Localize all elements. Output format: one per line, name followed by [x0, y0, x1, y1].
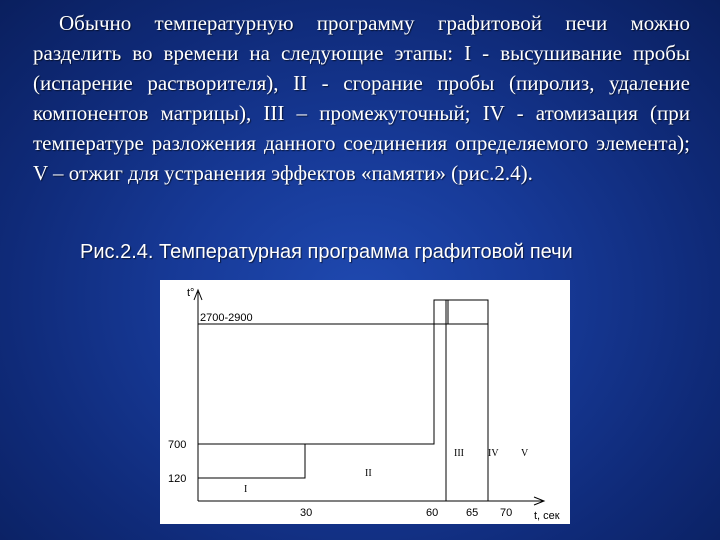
stage-label-iii: III — [454, 448, 464, 459]
stage-label-ii: II — [365, 468, 372, 479]
x-tick-65: 65 — [466, 507, 479, 519]
diagram-svg — [160, 280, 570, 524]
stage-label-v: V — [521, 448, 529, 459]
figure-caption: Рис.2.4. Температурная программа графитовой печи — [80, 241, 573, 263]
x-tick-60: 60 — [426, 507, 439, 519]
body-paragraph: Обычно температурную программу графитовой печи можно разделить во времени на следующие этапы: I - высушивание пробы (испарение растворителя), II - сгорание пробы (пиролиз, удаление компонентов матрицы), III – промежуточный; IV - атомизация (при температуре разложения данного соединения определяемого элемента); V – отжиг для устранения эффектов «памяти» (рис.2.4). — [33, 11, 690, 185]
y-tick-120: 120 — [168, 473, 187, 485]
y-axis-label: t° — [187, 287, 195, 299]
x-tick-70: 70 — [500, 507, 513, 519]
x-tick-30: 30 — [300, 507, 313, 519]
y-tick-2700-2900: 2700-2900 — [200, 312, 253, 324]
x-axis-label: t, сек — [534, 510, 560, 522]
stage-label-iv: IV — [488, 448, 499, 459]
temperature-program-diagram — [160, 280, 570, 524]
stage-label-i: I — [244, 484, 248, 495]
y-tick-700: 700 — [168, 439, 187, 451]
temperature-program-line — [198, 300, 488, 501]
